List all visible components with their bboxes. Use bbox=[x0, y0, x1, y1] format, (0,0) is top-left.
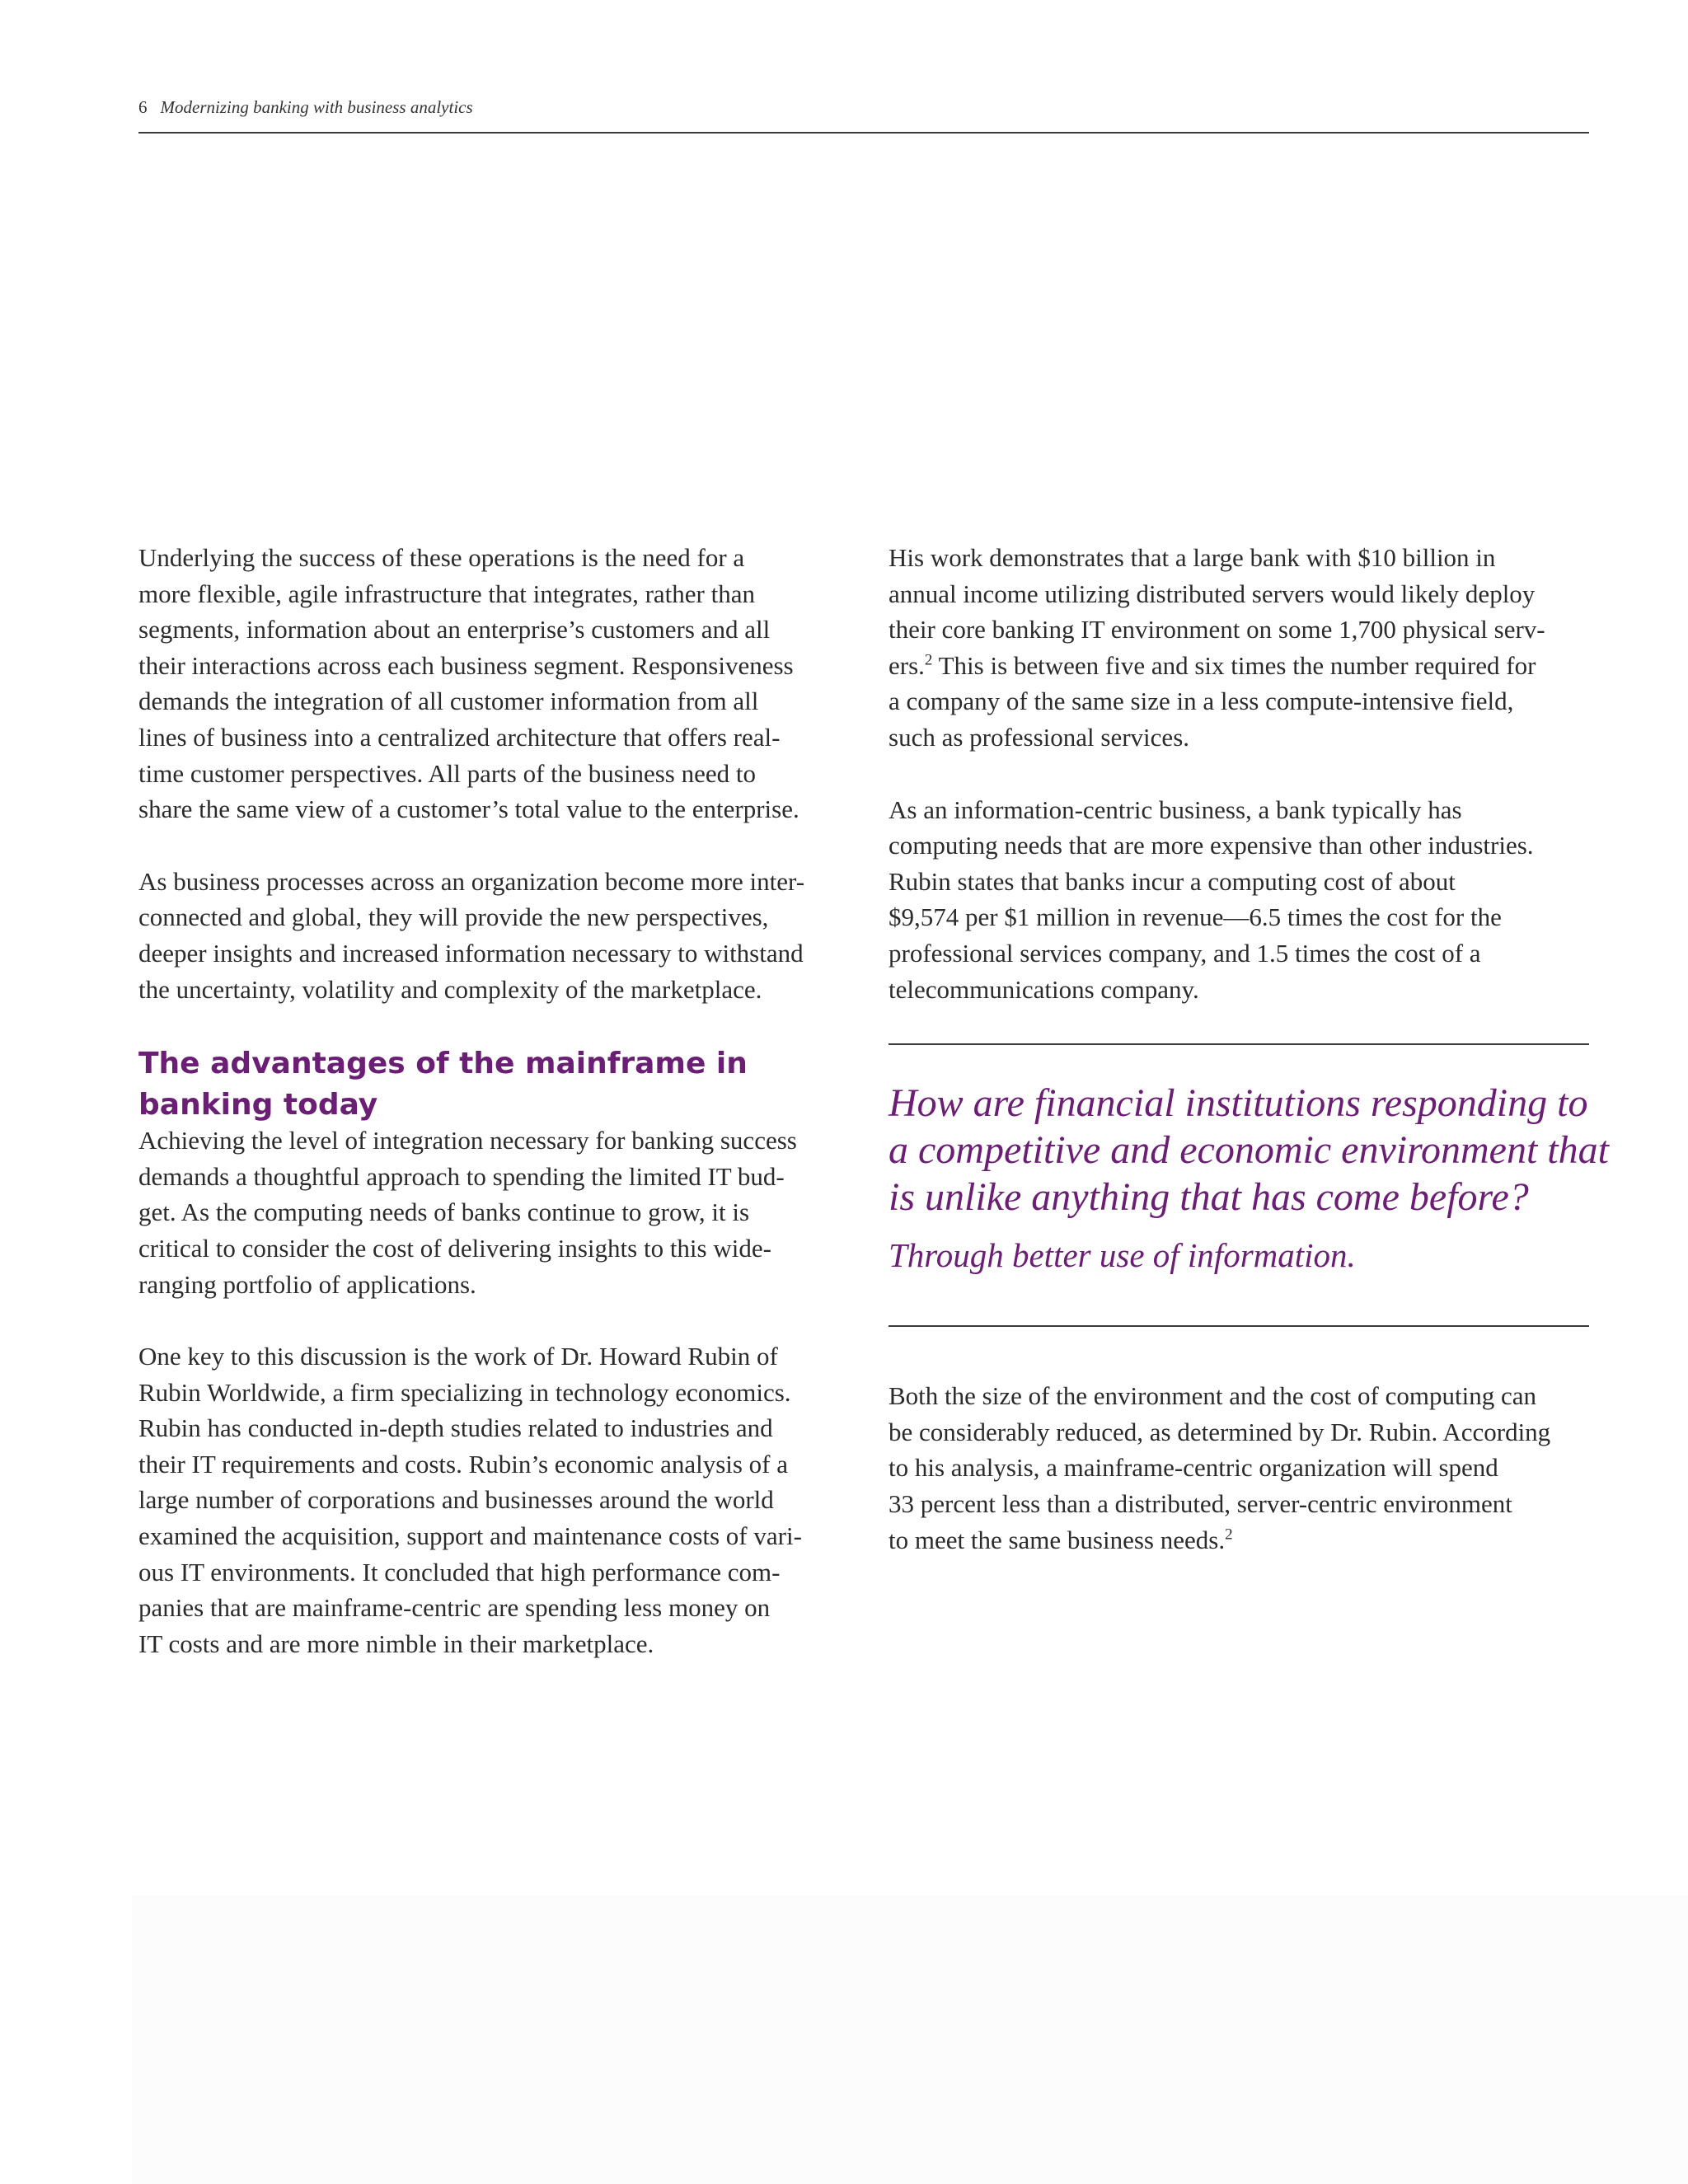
text-line: get. As the computing needs of banks continue to grow, it is bbox=[138, 1197, 750, 1227]
text-line: demands a thoughtful approach to spending the limited IT bud- bbox=[138, 1161, 785, 1191]
heading-line: The advantages of the mainframe in bbox=[138, 1047, 748, 1081]
text-line: $9,574 per $1 million in revenue—6.5 times the cost for the bbox=[889, 902, 1502, 932]
heading-line: banking today bbox=[138, 1088, 378, 1122]
text-line: large number of corporations and businesses around the world bbox=[138, 1485, 774, 1515]
text-line bbox=[889, 648, 1589, 684]
text-line: Both the size of the environment and the cost of computing can bbox=[889, 1381, 1536, 1411]
pull-quote-answer: Through better use of information. bbox=[889, 1236, 1356, 1275]
text-line: their core banking IT environment on some 1,700 physical serv- bbox=[889, 615, 1545, 644]
paragraph-cost-reduction bbox=[889, 1378, 1589, 1558]
paragraph-infrastructure bbox=[138, 540, 847, 827]
header-line bbox=[138, 97, 473, 118]
text-line: deeper insights and increased information necessary to withstand bbox=[138, 938, 804, 968]
text-line: telecommunications company. bbox=[889, 974, 1199, 1004]
pull-quote-question bbox=[889, 1080, 1609, 1221]
quote-line: a competitive and economic environment that bbox=[889, 1128, 1609, 1173]
text-line: share the same view of a customer’s total value to the enterprise. bbox=[138, 794, 799, 824]
text-line: His work demonstrates that a large bank with $10 billion in bbox=[889, 543, 1496, 572]
text-line: As business processes across an organization become more inter- bbox=[138, 866, 805, 896]
text-line: more flexible, agile infrastructure that integrates, rather than bbox=[138, 579, 755, 608]
text-fragment: This is between five and six times the number required for bbox=[932, 650, 1536, 680]
text-line: their IT requirements and costs. Rubin’s economic analysis of a bbox=[138, 1449, 789, 1479]
text-line: ous IT environments. It concluded that high performance com- bbox=[138, 1557, 781, 1586]
footnote-ref: 2 bbox=[924, 651, 933, 669]
pull-quote bbox=[889, 1043, 1609, 1327]
text-line: examined the acquisition, support and maintenance costs of vari- bbox=[138, 1521, 802, 1551]
section-heading bbox=[138, 1043, 847, 1126]
left-column bbox=[138, 540, 847, 1698]
text-line: a company of the same size in a less compute-intensive field, bbox=[889, 687, 1514, 716]
running-title: Modernizing banking with business analytics bbox=[160, 97, 473, 117]
page-number: 6 bbox=[138, 97, 148, 117]
text-line: Rubin Worldwide, a firm specializing in technology economics. bbox=[138, 1377, 791, 1407]
text-line: professional services company, and 1.5 times the cost of a bbox=[889, 938, 1481, 968]
text-fragment: to meet the same business needs. bbox=[889, 1525, 1226, 1554]
text-line: demands the integration of all customer information from all bbox=[138, 687, 759, 716]
running-header bbox=[138, 92, 1589, 134]
text-line: As an information-centric business, a bank typically has bbox=[889, 794, 1462, 824]
text-line: lines of business into a centralized architecture that offers real- bbox=[138, 722, 781, 752]
text-line: connected and global, they will provide the new perspectives, bbox=[138, 902, 769, 932]
quote-line: is unlike anything that has come before? bbox=[889, 1175, 1529, 1220]
text-line: 33 percent less than a distributed, server-centric environment bbox=[889, 1488, 1512, 1518]
text-line: be considerably reduced, as determined by Dr. Rubin. According bbox=[889, 1417, 1551, 1446]
text-fragment: ers. bbox=[889, 650, 925, 680]
paragraph-rubin bbox=[138, 1338, 847, 1661]
right-column bbox=[889, 540, 1609, 1594]
text-line: Achieving the level of integration necessary for banking success bbox=[138, 1126, 797, 1155]
text-line: Underlying the success of these operations is the need for a bbox=[138, 543, 745, 572]
text-line: ranging portfolio of applications. bbox=[138, 1269, 476, 1299]
text-line: time customer perspectives. All parts of the business need to bbox=[138, 758, 756, 788]
text-line: such as professional services. bbox=[889, 722, 1190, 752]
text-line: their interactions across each business segment. Responsiveness bbox=[138, 650, 794, 680]
text-line: annual income utilizing distributed servers would likely deploy bbox=[889, 579, 1536, 608]
paragraph-bank-servers bbox=[889, 540, 1589, 756]
page-bottom-shade bbox=[132, 1896, 1688, 2184]
text-line: IT costs and are more nimble in their marketplace. bbox=[138, 1629, 654, 1658]
paragraph-computing-cost bbox=[889, 792, 1589, 1008]
text-line: Rubin has conducted in-depth studies related to industries and bbox=[138, 1413, 773, 1443]
text-line: One key to this discussion is the work of Dr. Howard Rubin of bbox=[138, 1342, 778, 1371]
text-line: panies that are mainframe-centric are spending less money on bbox=[138, 1593, 771, 1623]
text-line bbox=[889, 1522, 1589, 1558]
paragraph-business-processes bbox=[138, 864, 847, 1007]
text-line: to his analysis, a mainframe-centric organization will spend bbox=[889, 1453, 1498, 1483]
paragraph-integration bbox=[138, 1122, 847, 1302]
quote-line: How are financial institutions responding to bbox=[889, 1081, 1588, 1126]
text-line: critical to consider the cost of delivering insights to this wide- bbox=[138, 1233, 771, 1263]
text-line: computing needs that are more expensive than other industries. bbox=[889, 831, 1534, 860]
text-line: the uncertainty, volatility and complexity of the marketplace. bbox=[138, 974, 762, 1004]
text-line: segments, information about an enterprise’s customers and all bbox=[138, 615, 771, 644]
footnote-ref: 2 bbox=[1225, 1526, 1233, 1544]
text-line: Rubin states that banks incur a computing cost of about bbox=[889, 866, 1456, 896]
